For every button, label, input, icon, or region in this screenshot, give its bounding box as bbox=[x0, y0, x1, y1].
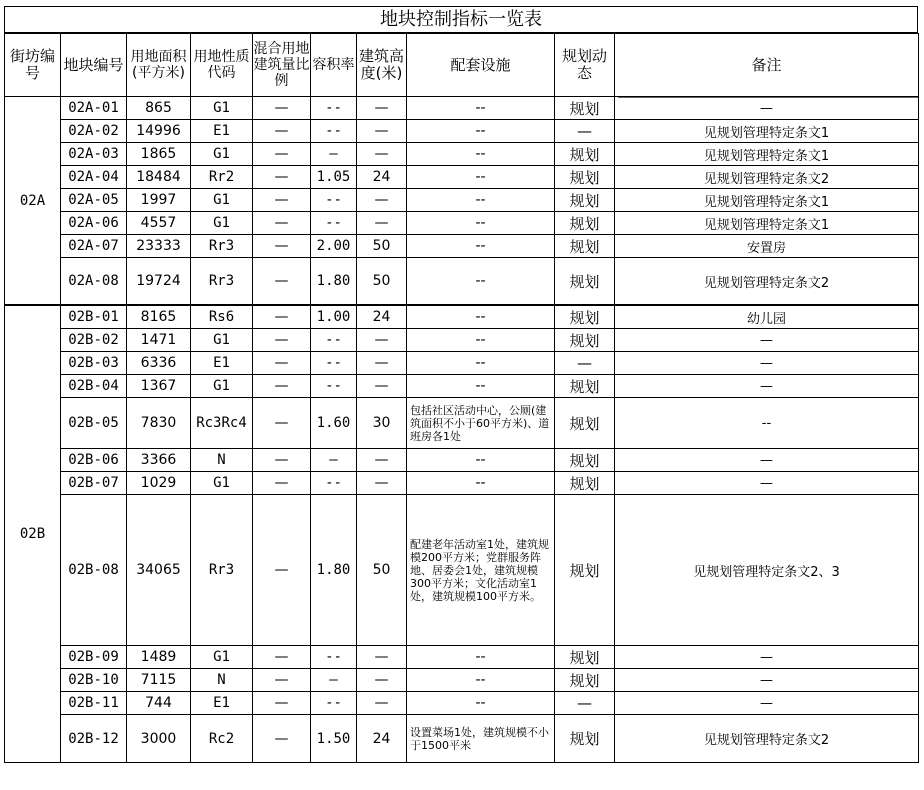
remark-cell: — bbox=[615, 472, 919, 495]
parcel-cell: 02B-09 bbox=[61, 646, 127, 669]
height-cell: 50 bbox=[357, 495, 407, 646]
parcel-cell: 02A-04 bbox=[61, 166, 127, 189]
status-cell: 规划 bbox=[555, 97, 615, 120]
mixed-ratio-cell: — bbox=[253, 375, 311, 398]
status-cell: 规划 bbox=[555, 235, 615, 258]
use-code-cell: G1 bbox=[191, 646, 253, 669]
parcel-cell: 02B-05 bbox=[61, 398, 127, 449]
table-row bbox=[5, 212, 919, 235]
height-cell: 50 bbox=[357, 258, 407, 306]
status-cell: 规划 bbox=[555, 189, 615, 212]
status-cell: 规划 bbox=[555, 669, 615, 692]
remark-cell: — bbox=[615, 329, 919, 352]
mixed-ratio-cell: — bbox=[253, 449, 311, 472]
remark-cell: — bbox=[615, 692, 919, 715]
use-code-cell: G1 bbox=[191, 375, 253, 398]
table-row bbox=[5, 258, 919, 306]
table-row bbox=[5, 305, 919, 329]
status-cell: 规划 bbox=[555, 472, 615, 495]
parcel-cell: 02B-06 bbox=[61, 449, 127, 472]
height-cell: — bbox=[357, 449, 407, 472]
header-facilities: 配套设施 bbox=[407, 34, 555, 97]
parcel-cell: 02B-08 bbox=[61, 495, 127, 646]
use-code-cell: G1 bbox=[191, 143, 253, 166]
facilities-cell: -- bbox=[407, 329, 555, 352]
use-code-cell: G1 bbox=[191, 97, 253, 120]
use-code-cell: Rc3Rc4 bbox=[191, 398, 253, 449]
area-cell: 865 bbox=[127, 97, 191, 120]
area-cell: 3000 bbox=[127, 715, 191, 763]
mixed-ratio-cell: — bbox=[253, 646, 311, 669]
facilities-cell: -- bbox=[407, 472, 555, 495]
header-area: 用地面积(平方米) bbox=[127, 34, 191, 97]
table-row bbox=[5, 97, 919, 120]
parcel-cell: 02B-04 bbox=[61, 375, 127, 398]
use-code-cell: E1 bbox=[191, 352, 253, 375]
table-row bbox=[5, 669, 919, 692]
facilities-cell: -- bbox=[407, 352, 555, 375]
area-cell: 1029 bbox=[127, 472, 191, 495]
height-cell: — bbox=[357, 120, 407, 143]
status-cell: 规划 bbox=[555, 305, 615, 329]
header-status: 规划动态 bbox=[555, 34, 615, 97]
use-code-cell: Rr3 bbox=[191, 495, 253, 646]
far-cell: -- bbox=[311, 97, 357, 120]
height-cell: — bbox=[357, 212, 407, 235]
height-cell: 24 bbox=[357, 305, 407, 329]
header-height: 建筑高度(米) bbox=[357, 34, 407, 97]
remark-cell: 见规划管理特定条文2、3 bbox=[615, 495, 919, 646]
facilities-cell: -- bbox=[407, 97, 555, 120]
area-cell: 14996 bbox=[127, 120, 191, 143]
use-code-cell: Rr3 bbox=[191, 258, 253, 306]
area-cell: 18484 bbox=[127, 166, 191, 189]
status-cell: 规划 bbox=[555, 646, 615, 669]
height-cell: — bbox=[357, 352, 407, 375]
table-row bbox=[5, 329, 919, 352]
far-cell: — bbox=[311, 143, 357, 166]
red-border-top bbox=[618, 97, 918, 98]
far-cell: -- bbox=[311, 472, 357, 495]
mixed-ratio-cell: — bbox=[253, 166, 311, 189]
remark-cell: — bbox=[615, 352, 919, 375]
parcel-cell: 02A-07 bbox=[61, 235, 127, 258]
table-row bbox=[5, 166, 919, 189]
header-mixed-ratio: 混合用地建筑量比例 bbox=[253, 34, 311, 97]
facilities-cell: -- bbox=[407, 669, 555, 692]
table-row bbox=[5, 692, 919, 715]
use-code-cell: N bbox=[191, 449, 253, 472]
mixed-ratio-cell: — bbox=[253, 398, 311, 449]
table-row bbox=[5, 646, 919, 669]
parcel-cell: 02A-06 bbox=[61, 212, 127, 235]
far-cell: — bbox=[311, 449, 357, 472]
height-cell: — bbox=[357, 143, 407, 166]
use-code-cell: Rr3 bbox=[191, 235, 253, 258]
far-cell: -- bbox=[311, 212, 357, 235]
parcel-cell: 02B-02 bbox=[61, 329, 127, 352]
use-code-cell: G1 bbox=[191, 329, 253, 352]
far-cell: 1.80 bbox=[311, 495, 357, 646]
parcel-cell: 02A-02 bbox=[61, 120, 127, 143]
status-cell: 规划 bbox=[555, 375, 615, 398]
facilities-cell: -- bbox=[407, 212, 555, 235]
area-cell: 1489 bbox=[127, 646, 191, 669]
remark-cell: 见规划管理特定条文1 bbox=[615, 120, 919, 143]
remark-cell: — bbox=[615, 97, 919, 120]
status-cell: 规划 bbox=[555, 495, 615, 646]
facilities-cell: -- bbox=[407, 143, 555, 166]
facilities-cell: -- bbox=[407, 692, 555, 715]
far-cell: -- bbox=[311, 646, 357, 669]
header-block: 街坊编号 bbox=[5, 34, 61, 97]
height-cell: — bbox=[357, 375, 407, 398]
mixed-ratio-cell: — bbox=[253, 258, 311, 306]
height-cell: — bbox=[357, 189, 407, 212]
facilities-cell: -- bbox=[407, 189, 555, 212]
use-code-cell: E1 bbox=[191, 692, 253, 715]
height-cell: 50 bbox=[357, 235, 407, 258]
area-cell: 1367 bbox=[127, 375, 191, 398]
parcel-cell: 02B-01 bbox=[61, 305, 127, 329]
far-cell: -- bbox=[311, 189, 357, 212]
remark-cell: 见规划管理特定条文1 bbox=[615, 143, 919, 166]
far-cell: -- bbox=[311, 329, 357, 352]
parcel-cell: 02A-05 bbox=[61, 189, 127, 212]
facilities-cell: -- bbox=[407, 258, 555, 306]
area-cell: 744 bbox=[127, 692, 191, 715]
status-cell: — bbox=[555, 352, 615, 375]
far-cell: 1.05 bbox=[311, 166, 357, 189]
block-cell: 02A bbox=[5, 97, 61, 306]
status-cell: 规划 bbox=[555, 449, 615, 472]
parcel-cell: 02A-03 bbox=[61, 143, 127, 166]
facilities-cell: -- bbox=[407, 646, 555, 669]
remark-cell: — bbox=[615, 449, 919, 472]
use-code-cell: Rs6 bbox=[191, 305, 253, 329]
parcel-cell: 02A-08 bbox=[61, 258, 127, 306]
remark-cell: 安置房 bbox=[615, 235, 919, 258]
height-cell: — bbox=[357, 669, 407, 692]
use-code-cell: G1 bbox=[191, 189, 253, 212]
facilities-cell: -- bbox=[407, 120, 555, 143]
far-cell: 1.80 bbox=[311, 258, 357, 306]
parcel-cell: 02A-01 bbox=[61, 97, 127, 120]
far-cell: -- bbox=[311, 375, 357, 398]
far-cell: -- bbox=[311, 120, 357, 143]
area-cell: 1471 bbox=[127, 329, 191, 352]
area-cell: 34065 bbox=[127, 495, 191, 646]
height-cell: — bbox=[357, 329, 407, 352]
area-cell: 19724 bbox=[127, 258, 191, 306]
parcel-cell: 02B-11 bbox=[61, 692, 127, 715]
height-cell: 30 bbox=[357, 398, 407, 449]
table-row bbox=[5, 375, 919, 398]
status-cell: 规划 bbox=[555, 398, 615, 449]
far-cell: -- bbox=[311, 352, 357, 375]
mixed-ratio-cell: — bbox=[253, 715, 311, 763]
height-cell: — bbox=[357, 472, 407, 495]
height-cell: — bbox=[357, 97, 407, 120]
area-cell: 8165 bbox=[127, 305, 191, 329]
mixed-ratio-cell: — bbox=[253, 329, 311, 352]
table-row bbox=[5, 189, 919, 212]
facilities-cell: 包括社区活动中心，公厕(建筑面积不小于60平方米)、道班房各1处 bbox=[407, 398, 555, 449]
table-body bbox=[5, 97, 919, 763]
mixed-ratio-cell: — bbox=[253, 189, 311, 212]
mixed-ratio-cell: — bbox=[253, 97, 311, 120]
facilities-cell: -- bbox=[407, 305, 555, 329]
far-cell: — bbox=[311, 669, 357, 692]
remark-cell: 见规划管理特定条文1 bbox=[615, 189, 919, 212]
status-cell: — bbox=[555, 120, 615, 143]
mixed-ratio-cell: — bbox=[253, 305, 311, 329]
table-row bbox=[5, 352, 919, 375]
mixed-ratio-cell: — bbox=[253, 669, 311, 692]
table-row bbox=[5, 472, 919, 495]
table-row bbox=[5, 715, 919, 763]
header-parcel: 地块编号 bbox=[61, 34, 127, 97]
header-row bbox=[5, 34, 919, 97]
remark-cell: — bbox=[615, 646, 919, 669]
table-row bbox=[5, 398, 919, 449]
mixed-ratio-cell: — bbox=[253, 495, 311, 646]
facilities-cell: -- bbox=[407, 449, 555, 472]
far-cell: 1.60 bbox=[311, 398, 357, 449]
parcel-cell: 02B-03 bbox=[61, 352, 127, 375]
remark-cell: 幼儿园 bbox=[615, 305, 919, 329]
parcel-cell: 02B-07 bbox=[61, 472, 127, 495]
area-cell: 23333 bbox=[127, 235, 191, 258]
header-far: 容积率 bbox=[311, 34, 357, 97]
mixed-ratio-cell: — bbox=[253, 692, 311, 715]
control-index-table bbox=[4, 33, 919, 763]
area-cell: 7115 bbox=[127, 669, 191, 692]
use-code-cell: Rr2 bbox=[191, 166, 253, 189]
table-row bbox=[5, 495, 919, 646]
control-index-sheet bbox=[4, 6, 918, 790]
far-cell: -- bbox=[311, 692, 357, 715]
facilities-cell: 设置菜场1处，建筑规模不小于1500平米 bbox=[407, 715, 555, 763]
use-code-cell: Rc2 bbox=[191, 715, 253, 763]
use-code-cell: G1 bbox=[191, 472, 253, 495]
status-cell: 规划 bbox=[555, 212, 615, 235]
use-code-cell: G1 bbox=[191, 212, 253, 235]
far-cell: 2.00 bbox=[311, 235, 357, 258]
facilities-cell: -- bbox=[407, 235, 555, 258]
facilities-cell: -- bbox=[407, 375, 555, 398]
mixed-ratio-cell: — bbox=[253, 472, 311, 495]
area-cell: 1865 bbox=[127, 143, 191, 166]
area-cell: 1997 bbox=[127, 189, 191, 212]
parcel-cell: 02B-10 bbox=[61, 669, 127, 692]
facilities-cell: 配建老年活动室1处，建筑规模200平方米；党群服务阵地、居委会1处，建筑规模300平方米；文化活动室1处，建筑规模100平方米。 bbox=[407, 495, 555, 646]
remark-cell: 见规划管理特定条文2 bbox=[615, 715, 919, 763]
status-cell: 规划 bbox=[555, 258, 615, 306]
area-cell: 3366 bbox=[127, 449, 191, 472]
mixed-ratio-cell: — bbox=[253, 143, 311, 166]
remark-cell: 见规划管理特定条文2 bbox=[615, 258, 919, 306]
status-cell: 规划 bbox=[555, 329, 615, 352]
status-cell: 规划 bbox=[555, 166, 615, 189]
table-row bbox=[5, 120, 919, 143]
far-cell: 1.50 bbox=[311, 715, 357, 763]
table-row bbox=[5, 143, 919, 166]
mixed-ratio-cell: — bbox=[253, 352, 311, 375]
block-cell: 02B bbox=[5, 305, 61, 763]
height-cell: — bbox=[357, 646, 407, 669]
status-cell: 规划 bbox=[555, 715, 615, 763]
area-cell: 7830 bbox=[127, 398, 191, 449]
table-title: 地块控制指标一览表 bbox=[4, 6, 918, 33]
use-code-cell: E1 bbox=[191, 120, 253, 143]
table-row bbox=[5, 449, 919, 472]
height-cell: 24 bbox=[357, 715, 407, 763]
far-cell: 1.00 bbox=[311, 305, 357, 329]
status-cell: — bbox=[555, 692, 615, 715]
height-cell: — bbox=[357, 692, 407, 715]
parcel-cell: 02B-12 bbox=[61, 715, 127, 763]
height-cell: 24 bbox=[357, 166, 407, 189]
status-cell: 规划 bbox=[555, 143, 615, 166]
remark-cell: 见规划管理特定条文1 bbox=[615, 212, 919, 235]
mixed-ratio-cell: — bbox=[253, 120, 311, 143]
remark-cell: — bbox=[615, 375, 919, 398]
remark-cell: — bbox=[615, 669, 919, 692]
area-cell: 6336 bbox=[127, 352, 191, 375]
header-use-code: 用地性质代码 bbox=[191, 34, 253, 97]
mixed-ratio-cell: — bbox=[253, 212, 311, 235]
remark-cell: -- bbox=[615, 398, 919, 449]
area-cell: 4557 bbox=[127, 212, 191, 235]
use-code-cell: N bbox=[191, 669, 253, 692]
facilities-cell: -- bbox=[407, 166, 555, 189]
table-row bbox=[5, 235, 919, 258]
remark-cell: 见规划管理特定条文2 bbox=[615, 166, 919, 189]
mixed-ratio-cell: — bbox=[253, 235, 311, 258]
header-remarks: 备注 bbox=[615, 34, 919, 97]
